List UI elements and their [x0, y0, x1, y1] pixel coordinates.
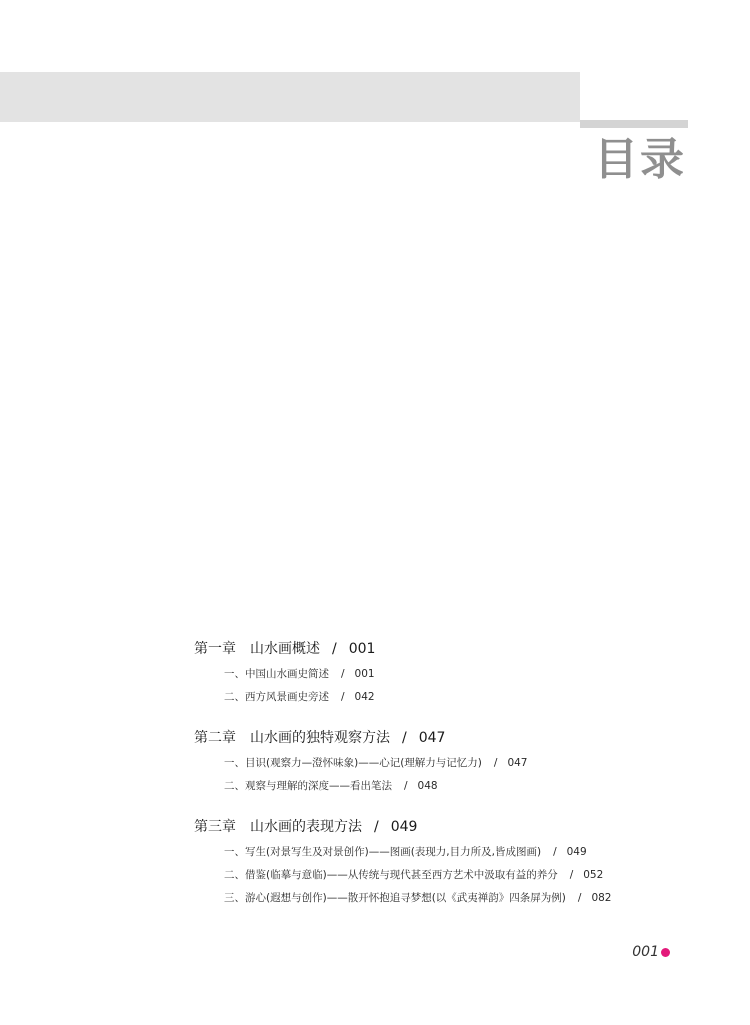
separator: /	[404, 780, 408, 792]
page-title: 目录	[594, 134, 686, 185]
section-page: 082	[591, 892, 612, 904]
chapter-number: 第三章	[194, 819, 236, 835]
section-item[interactable]	[224, 890, 694, 913]
separator: /	[493, 757, 498, 769]
chapter-page: 001	[348, 641, 376, 657]
chapter-title: 山水画概述	[250, 641, 320, 657]
section-page: 048	[417, 780, 438, 792]
section-item[interactable]	[224, 755, 694, 778]
header-rule	[580, 120, 688, 128]
chapter-title: 山水画的独特观察方法	[250, 730, 390, 746]
header-band	[0, 72, 580, 122]
chapter-heading[interactable]	[194, 729, 694, 755]
section-list	[194, 844, 694, 913]
section-item[interactable]	[224, 689, 694, 712]
section-item[interactable]	[224, 844, 694, 867]
separator: /	[553, 846, 557, 858]
section-title: 二、借鉴(临摹与意临)——从传统与现代甚至西方艺术中汲取有益的养分	[224, 869, 558, 881]
chapter-heading[interactable]	[194, 640, 694, 666]
section-title: 三、游心(遐想与创作)——散开怀抱追寻梦想(以《武夷禅韵》四条屏为例)	[224, 892, 566, 904]
chapter-page: 049	[390, 819, 418, 835]
page-dot-icon	[661, 948, 670, 957]
chapter-1	[194, 640, 694, 712]
chapter-2	[194, 729, 694, 801]
chapter-heading[interactable]	[194, 818, 694, 844]
separator: /	[341, 668, 345, 680]
section-title: 一、写生(对景写生及对景创作)——图画(表现力,目力所及,皆成图画)	[224, 846, 542, 858]
section-page: 042	[354, 691, 375, 703]
section-title: 一、中国山水画史简述	[224, 668, 329, 680]
section-title: 二、西方风景画史旁述	[224, 691, 329, 703]
chapter-number: 第二章	[194, 730, 236, 746]
section-item[interactable]	[224, 666, 694, 689]
page-number	[632, 944, 670, 960]
page-number-text: 001	[632, 944, 659, 960]
chapter-page: 047	[418, 730, 446, 746]
section-page: 047	[507, 757, 528, 769]
section-list	[194, 666, 694, 712]
separator: /	[569, 869, 574, 881]
chapter-title: 山水画的表现方法	[250, 819, 362, 835]
section-item[interactable]	[224, 867, 694, 890]
separator: /	[402, 730, 407, 746]
separator: /	[341, 691, 345, 703]
separator: /	[374, 819, 379, 835]
section-list	[194, 755, 694, 801]
section-page: 052	[583, 869, 604, 881]
separator: /	[577, 892, 582, 904]
section-page: 049	[566, 846, 587, 858]
section-title: 一、目识(观察力—澄怀味象)——心记(理解力与记忆力)	[224, 757, 482, 769]
section-page: 001	[354, 668, 375, 680]
chapter-number: 第一章	[194, 641, 236, 657]
table-of-contents	[194, 640, 694, 930]
section-title: 二、观察与理解的深度——看出笔法	[224, 780, 392, 792]
chapter-3	[194, 818, 694, 913]
separator: /	[332, 641, 337, 657]
section-item[interactable]	[224, 778, 694, 801]
